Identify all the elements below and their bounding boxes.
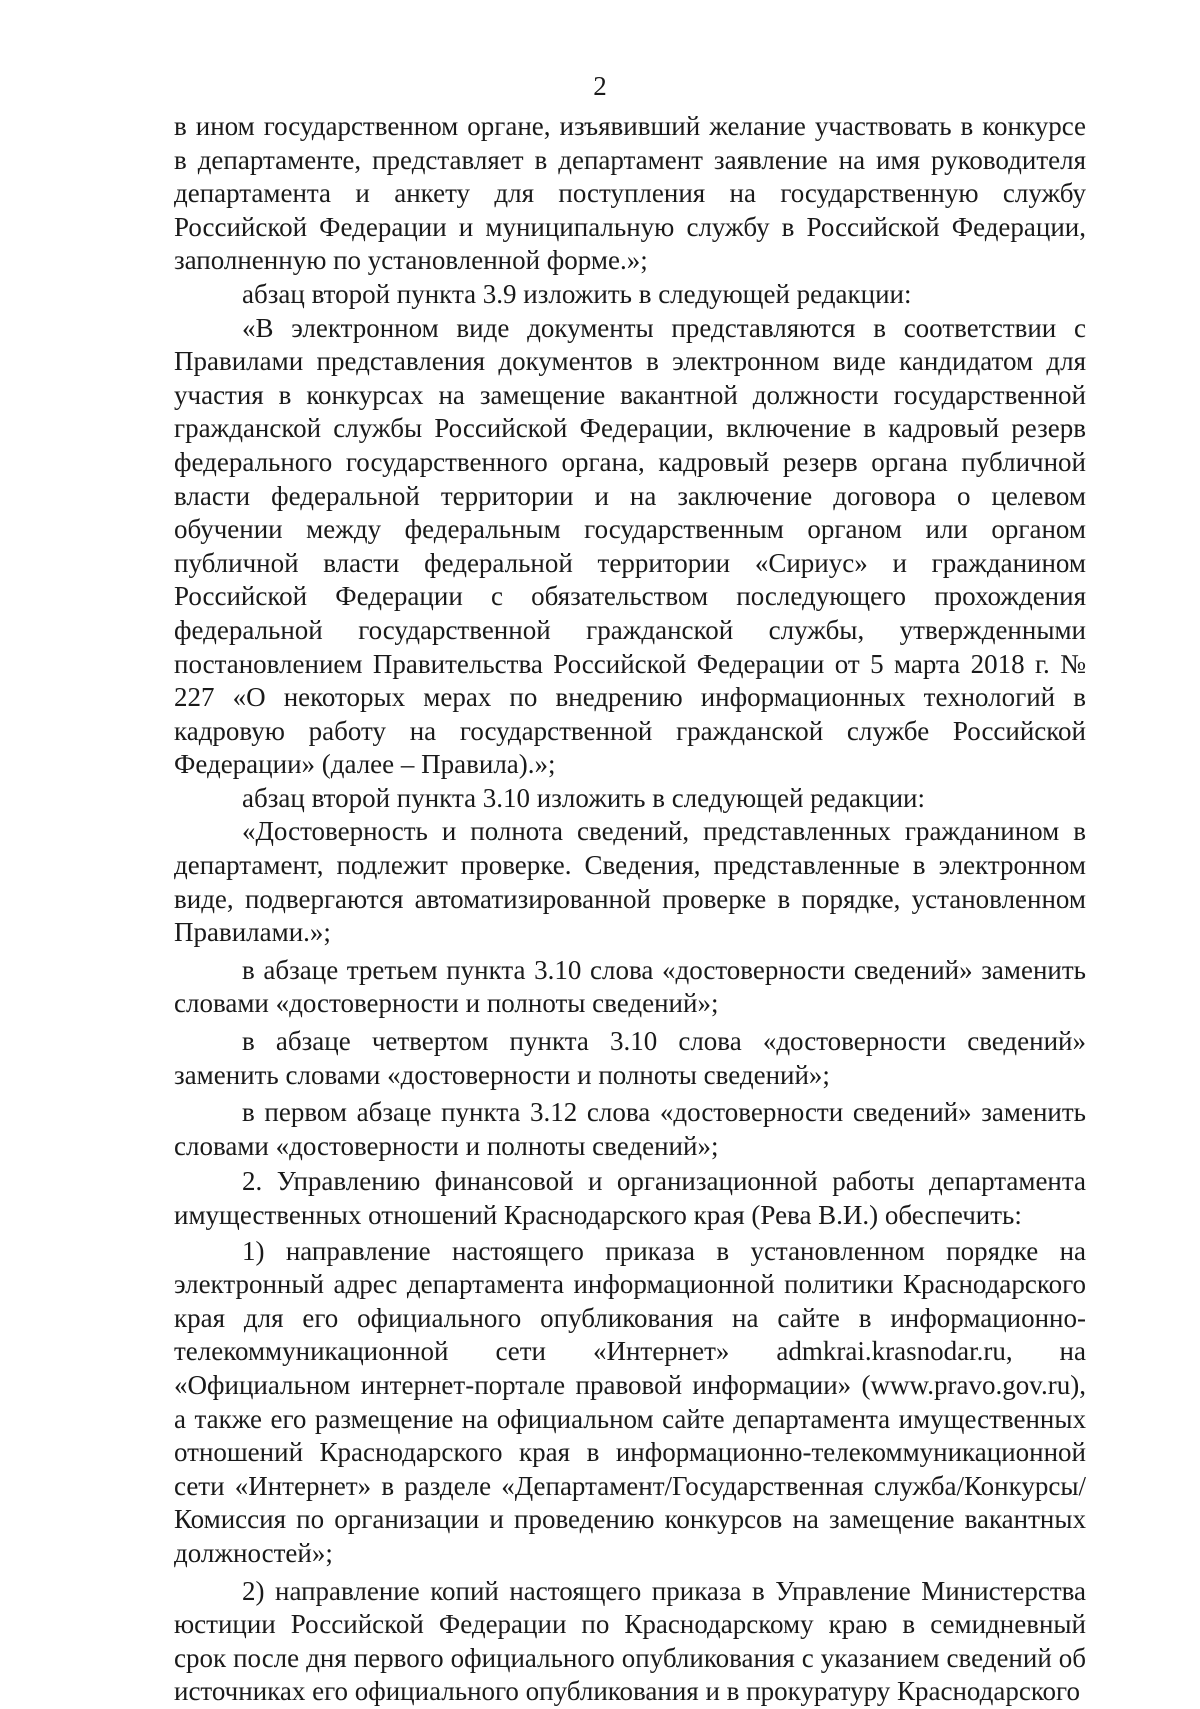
paragraph-item-2: 2. Управлению финансовой и организационной работы департамента имущественных отношений Краснодарского края (Рева В.И.) обеспечить: [174,1166,1086,1230]
paragraph-continuation: в ином государственном органе, изъявивший желание участвовать в конкурсе в департаменте, представляет в департамент заявление на имя руководителя департамента и анкету для поступления на государственную службу Российской Федерации и муниципальную службу в Российской Федерации, заполненную по установленной форме.»; [174,111,1086,276]
paragraph-amendment-3-10-fourth: в абзаце четвертом пункта 3.10 слова «достоверности сведений» заменить словами «достоверности и полноты сведений»; [174,1026,1086,1090]
paragraph-quote-3-9: «В электронном виде документы представляются в соответствии с Правилами представления документов в электронном виде кандидатом для участия в конкурсах на замещение вакантной должности государственной гражданской службы Российской Федерации, включение в кадровый резерв федерального государственного органа, кадровый резерв органа публичной власти федеральной территории и на заключение договора о целевом обучении между федеральным государственным органом или органом публичной власти федеральной территории «Сириус» и гражданином Российской Федерации с обязательством последующего прохождения федеральной государственной гражданской службы, утвержденными постановлением Правительства Российской Федерации от 5 марта 2018 г. № 227 «О некоторых мерах по внедрению информационных технологий в кадровую работу на государственной гражданской службе Российской Федерации» (далее – Правила).»; [174,312,1086,780]
paragraph-quote-3-10: «Достоверность и полнота сведений, представленных гражданином в департамент, подлежит проверке. Сведения, представленные в электронном виде, подвергаются автоматизированной проверке в порядке, установленном Правилами.»; [174,816,1086,948]
paragraph-subitem-2: 2) направление копий настоящего приказа в Управление Министерства юстиции Российской Федерации по Краснодарскому краю в семидневный срок после дня первого официального опубликования с указанием сведений об источниках его официального опубликования и в прокуратуру Краснодарского [174,1575,1086,1707]
page-number: 2 [593,71,607,101]
paragraph-amendment-3-9: абзац второй пункта 3.9 изложить в следующей редакции: [242,278,912,309]
paragraph-amendment-3-10-third: в абзаце третьем пункта 3.10 слова «достоверности сведений» заменить словами «достоверности и полноты сведений»; [174,954,1086,1019]
paragraph-subitem-1: 1) направление настоящего приказа в установленном порядке на электронный адрес департамента информационной политики Краснодарского края для его официального опубликования на сайте в информационно-телекоммуникационной сети «Интернет» admkrai.krasnodar.ru, на «Официальном интернет-портале правовой информации» (www.pravo.gov.ru), а также его размещение на официальном сайте департамента имущественных отношений Краснодарского края в информационно-телекоммуникационной сети «Интернет» в разделе «Департамент/Государственная служба/Конкурсы/Комиссия по организации и проведению конкурсов на замещение вакантных должностей»; [174,1235,1086,1568]
paragraph-amendment-3-12: в первом абзаце пункта 3.12 слова «достоверности сведений» заменить словами «достоверности и полноты сведений»; [174,1097,1086,1161]
paragraph-amendment-3-10: абзац второй пункта 3.10 изложить в следующей редакции: [242,782,925,813]
document-body [174,110,1086,1709]
